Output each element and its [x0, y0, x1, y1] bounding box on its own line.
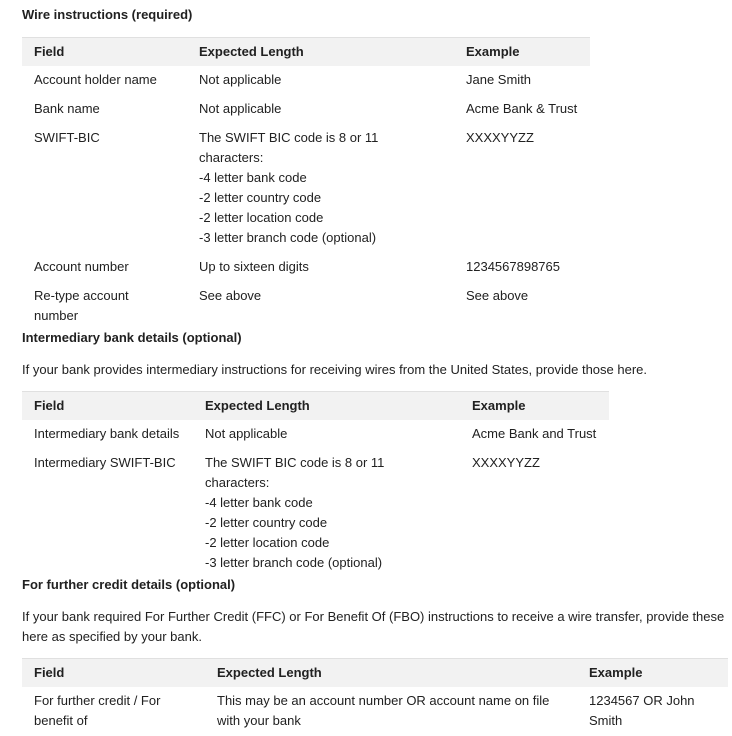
further-credit-table: [22, 658, 728, 736]
intermediary-bank-heading: Intermediary bank details (optional): [22, 330, 242, 345]
column-header-example: Example: [472, 398, 526, 413]
column-header-field: Field: [34, 665, 65, 680]
field-cell: For further credit / For benefit of: [34, 693, 161, 728]
table-row: [22, 124, 590, 253]
column-header-expected-length: Expected Length: [205, 398, 310, 413]
wire-instructions-table: [22, 37, 590, 331]
expected-length-cell: Up to sixteen digits: [199, 259, 309, 274]
field-cell: Account number: [34, 259, 129, 274]
column-header-expected-length: Expected Length: [199, 44, 304, 59]
table-row: [22, 687, 728, 736]
example-cell: Acme Bank & Trust: [466, 101, 578, 116]
table-row: [22, 253, 590, 282]
length-line: -2 letter location code: [199, 210, 324, 225]
table-row: [22, 420, 609, 449]
column-header-example: Example: [466, 44, 520, 59]
length-line: -2 letter country code: [199, 190, 322, 205]
further-credit-description: If your bank required For Further Credit (FFC) or For Benefit Of (FBO) instructions to receive a wire transfer, provide these here as specified by your bank.: [22, 609, 725, 644]
example-cell: XXXXYYZZ: [472, 455, 540, 470]
expected-length-cell: [193, 449, 460, 578]
length-line: -3 letter branch code (optional): [199, 230, 377, 245]
column-header-expected-length: Expected Length: [217, 665, 322, 680]
field-cell: Re-type account number: [34, 288, 129, 323]
column-header-example: Example: [589, 665, 643, 680]
further-credit-heading: For further credit details (optional): [22, 577, 236, 592]
intermediary-bank-description: If your bank provides intermediary instructions for receiving wires from the United States, provide those here.: [22, 362, 648, 377]
length-line: -4 letter bank code: [199, 170, 307, 185]
document-page: [22, 5, 728, 736]
example-cell: Acme Bank and Trust: [472, 426, 597, 441]
expected-length-cell: Not applicable: [199, 72, 282, 87]
length-line: -4 letter bank code: [205, 495, 313, 510]
column-header-field: Field: [34, 398, 65, 413]
field-cell: SWIFT-BIC: [34, 130, 100, 145]
example-cell: 1234567 OR John Smith: [589, 693, 695, 728]
example-cell: See above: [466, 288, 529, 303]
expected-length-cell: [187, 124, 454, 253]
column-header-field: Field: [34, 44, 65, 59]
example-cell: XXXXYYZZ: [466, 130, 534, 145]
example-cell: Jane Smith: [466, 72, 532, 87]
length-line: The SWIFT BIC code is 8 or 11 characters:: [199, 130, 379, 165]
expected-length-cell: This may be an account number OR account name on file with your bank: [217, 693, 550, 728]
length-line: -2 letter location code: [205, 535, 330, 550]
expected-length-cell: Not applicable: [199, 101, 282, 116]
wire-instructions-heading: Wire instructions (required): [22, 7, 193, 22]
field-cell: Intermediary SWIFT-BIC: [34, 455, 176, 470]
expected-length-cell: Not applicable: [205, 426, 288, 441]
length-line: -2 letter country code: [205, 515, 328, 530]
length-line: The SWIFT BIC code is 8 or 11 characters:: [205, 455, 385, 490]
length-line: -3 letter branch code (optional): [205, 555, 383, 570]
field-cell: Bank name: [34, 101, 100, 116]
table-row: [22, 95, 590, 124]
expected-length-cell: See above: [199, 288, 262, 303]
intermediary-bank-table: [22, 391, 609, 578]
example-cell: 1234567898765: [466, 259, 560, 274]
table-header-row: [22, 38, 590, 67]
table-row: [22, 282, 590, 331]
table-row: [22, 66, 590, 95]
table-row: [22, 449, 609, 578]
field-cell: Intermediary bank details: [34, 426, 180, 441]
table-header-row: [22, 659, 728, 688]
table-header-row: [22, 392, 609, 421]
field-cell: Account holder name: [34, 72, 157, 87]
